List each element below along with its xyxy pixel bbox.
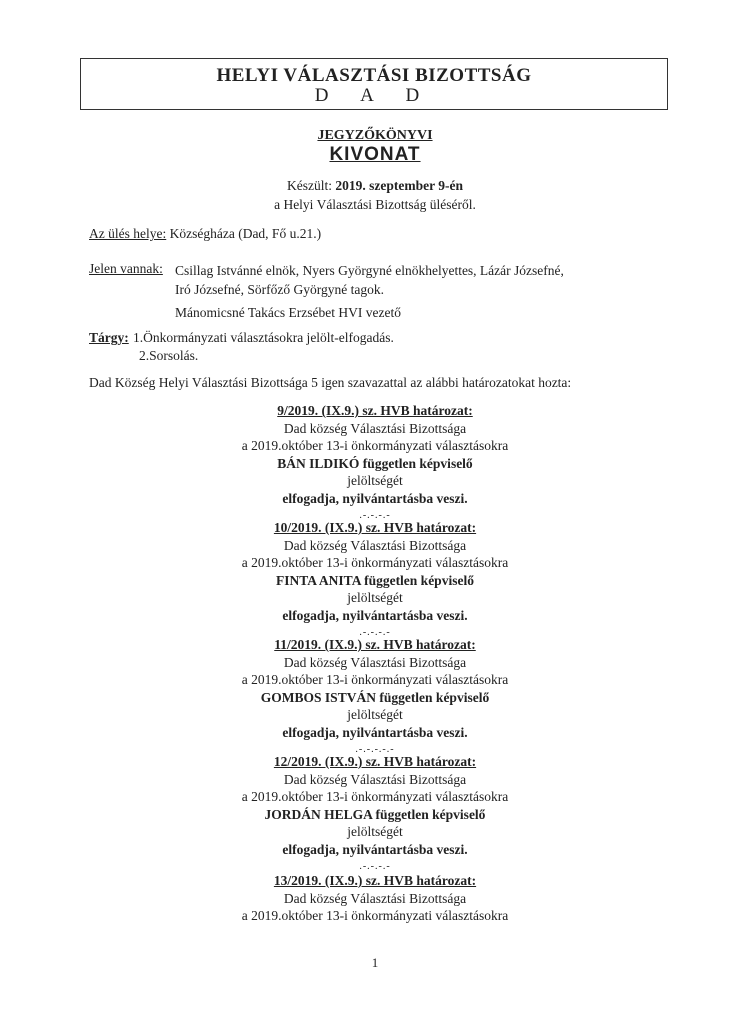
separator: .-.-.-.- — [359, 627, 391, 638]
resolution-body: Dad község Választási Bizottsága — [283, 654, 467, 670]
resolution-heading: 11/2019. (IX.9.) sz. HVB határozat: — [274, 637, 476, 652]
venue-line — [89, 224, 321, 243]
subject-item-1: 1.Önkormányzati választásokra jelölt-elfogadás. — [133, 330, 394, 345]
made-info — [0, 176, 750, 214]
resolution-candidacy: jelöltségét — [347, 590, 403, 605]
resolution-candidacy: jelöltségét — [347, 707, 403, 722]
separator: .-.-.-.- — [359, 861, 391, 872]
resolution-candidacy: jelöltségét — [347, 473, 403, 488]
resolution-body: Dad község Választási Bizottsága — [283, 890, 467, 906]
resolution-candidacy: jelöltségét — [347, 824, 403, 839]
separator: .-.-.-.-.- — [355, 744, 395, 755]
doc-type-line1: JEGYZŐKÖNYVI — [317, 128, 433, 143]
resolution-election: a 2019.október 13-i önkormányzati választásokra — [241, 438, 509, 453]
attendance-text — [175, 261, 635, 299]
resolution-body: Dad község Választási Bizottsága — [283, 537, 467, 553]
candidate-name: GOMBOS ISTVÁN független képviselő — [260, 689, 490, 705]
resolution-election: a 2019.október 13-i önkormányzati választásokra — [241, 908, 509, 923]
committee-place: D A D — [314, 85, 434, 106]
subject-label: Tárgy: — [89, 330, 129, 345]
candidate-name: BÁN ILDIKÓ független képviselő — [277, 455, 473, 471]
made-line2: a Helyi Választási Bizottság üléséről. — [274, 197, 476, 212]
resolution-body: Dad község Választási Bizottsága — [283, 420, 467, 436]
resolution-body: Dad község Választási Bizottsága — [283, 771, 467, 787]
resolution-block — [0, 753, 750, 876]
resolution-heading: 12/2019. (IX.9.) sz. HVB határozat: — [273, 754, 477, 769]
doc-type-line2: KIVONAT — [329, 144, 421, 165]
resolution-election: a 2019.október 13-i önkormányzati választásokra — [241, 555, 509, 570]
attendance-label: Jelen vannak: — [89, 261, 163, 276]
resolution-block — [0, 872, 750, 925]
separator: .-.-.-.- — [359, 510, 391, 521]
resolution-accept: elfogadja, nyilvántartásba veszi. — [282, 724, 468, 740]
resolution-heading: 10/2019. (IX.9.) sz. HVB határozat: — [273, 520, 477, 535]
page-number: 1 — [371, 955, 379, 970]
resolution-block — [0, 519, 750, 642]
subject-item-2: 2.Sorsolás. — [139, 348, 199, 363]
attendance-line1: Csillag Istvánné elnök, Nyers Györgyné elnökhelyettes, Lázár Józsefné, — [175, 263, 564, 278]
resolution-election: a 2019.október 13-i önkormányzati választásokra — [241, 672, 509, 687]
resolution-block — [0, 402, 750, 525]
attendance-line2: Iró Józsefné, Sörfőző Györgyné tagok. — [175, 282, 384, 297]
resolution-heading: 9/2019. (IX.9.) sz. HVB határozat: — [277, 403, 473, 418]
made-prefix: Készült: — [287, 178, 336, 193]
resolution-accept: elfogadja, nyilvántartásba veszi. — [282, 841, 468, 857]
resolution-accept: elfogadja, nyilvántartásba veszi. — [282, 607, 468, 623]
header-box — [80, 58, 668, 110]
intro-text: Dad Község Helyi Választási Bizottsága 5 igen szavazattal az alábbi határozatokat hozta: — [89, 375, 572, 390]
venue-value: Községháza (Dad, Fő u.21.) — [166, 226, 322, 241]
resolution-block — [0, 636, 750, 759]
venue-label: Az ülés helye: — [89, 226, 167, 241]
candidate-name: JORDÁN HELGA független képviselő — [264, 806, 486, 822]
committee-title: HELYI VÁLASZTÁSI BIZOTTSÁG — [216, 65, 532, 86]
hvi-leader: Mánomicsné Takács Erzsébet HVI vezető — [175, 305, 401, 320]
candidate-name: FINTA ANITA független képviselő — [276, 572, 474, 588]
resolution-accept: elfogadja, nyilvántartásba veszi. — [282, 490, 468, 506]
made-date: 2019. szeptember 9-én — [335, 178, 463, 193]
resolution-election: a 2019.október 13-i önkormányzati választásokra — [241, 789, 509, 804]
resolution-heading: 13/2019. (IX.9.) sz. HVB határozat: — [273, 873, 477, 888]
